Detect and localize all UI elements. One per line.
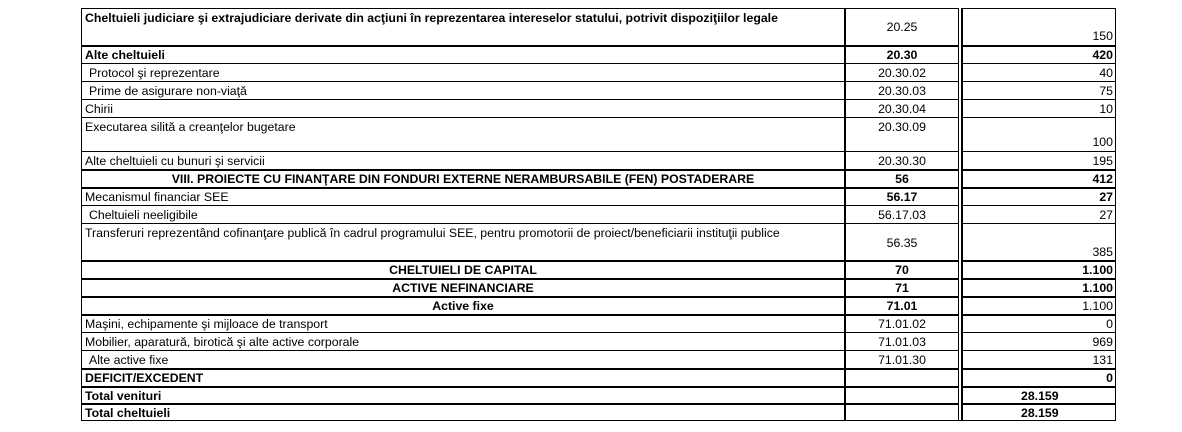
row-value: 131 <box>1092 353 1113 367</box>
row-label: Executarea silită a creanţelor bugetare <box>81 117 845 151</box>
table-row <box>81 63 1116 81</box>
table-row <box>81 169 1116 187</box>
row-value: 100 <box>1092 135 1113 149</box>
table-row <box>81 99 1116 117</box>
row-value: 420 <box>1092 48 1113 62</box>
table-row <box>81 151 1116 169</box>
row-value: 0 <box>1106 317 1113 331</box>
table-row <box>81 403 1116 421</box>
table-row <box>81 81 1116 99</box>
row-label: Maşini, echipamente şi mijloace de transport <box>81 314 845 332</box>
row-value: 0 <box>1106 371 1113 385</box>
row-code: 56 <box>895 172 909 186</box>
row-label: Cheltuieli neeligibile <box>81 205 845 223</box>
row-label: Mobilier, aparatură, birotică şi alte active corporale <box>81 332 845 350</box>
row-label: Total venituri <box>81 386 845 403</box>
table-row <box>81 278 1116 296</box>
row-label: Chirii <box>81 99 845 117</box>
table-row <box>81 117 1116 151</box>
table-row <box>81 332 1116 350</box>
row-label: Alte active fixe <box>81 350 845 368</box>
row-code: 56.17 <box>886 190 918 204</box>
row-value: 40 <box>1099 66 1113 80</box>
budget-table <box>81 8 1116 419</box>
row-code: 20.25 <box>886 20 918 34</box>
row-label: Transferuri reprezentând cofinanţare publică în cadrul programului SEE, pentru promotorii de proiect/beneficiarii instituţii publice <box>85 226 780 240</box>
row-label: Active fixe <box>81 296 845 314</box>
table-row <box>81 260 1116 278</box>
row-value: 27 <box>1099 208 1113 222</box>
row-value: 75 <box>1099 84 1113 98</box>
row-label: ACTIVE NEFINANCIARE <box>81 278 845 296</box>
row-code: 56.35 <box>886 236 918 250</box>
row-label: DEFICIT/EXCEDENT <box>81 368 845 386</box>
table-row <box>81 368 1116 386</box>
table-row <box>81 45 1116 63</box>
row-value: 28.159 <box>1021 406 1059 420</box>
table-row <box>81 386 1116 403</box>
row-code: 71 <box>895 281 909 295</box>
row-value: 969 <box>1092 335 1113 349</box>
table-row <box>81 296 1116 314</box>
table-row <box>81 187 1116 205</box>
row-code: 20.30.09 <box>878 120 926 134</box>
row-label: Cheltuieli judiciare şi extrajudiciare derivate din acţiuni în reprezentarea intereselor statului, potrivit dispoziţiilor legale <box>81 8 845 45</box>
row-code: 56.17.03 <box>878 208 926 222</box>
row-value: 150 <box>1092 29 1113 43</box>
row-code: 20.30 <box>886 48 918 62</box>
row-code: 20.30.30 <box>878 154 926 168</box>
row-label: CHELTUIELI DE CAPITAL <box>81 260 845 278</box>
row-value: 1.100 <box>1082 263 1113 277</box>
row-code: 20.30.03 <box>878 84 926 98</box>
row-label: Alte cheltuieli <box>81 45 845 63</box>
row-label: Protocol şi reprezentare <box>81 63 845 81</box>
row-value: 412 <box>1092 172 1113 186</box>
row-label: Prime de asigurare non-viaţă <box>81 81 845 99</box>
row-value: 1.100 <box>1082 281 1113 295</box>
table-row <box>81 205 1116 223</box>
row-value: 10 <box>1099 102 1113 116</box>
row-code: 70 <box>895 263 909 277</box>
table-row <box>81 223 1116 260</box>
row-value: 28.159 <box>1021 389 1059 403</box>
row-code: 71.01.02 <box>878 317 926 331</box>
table-row <box>81 8 1116 45</box>
row-code: 20.30.04 <box>878 102 926 116</box>
row-code: 20.30.02 <box>878 66 926 80</box>
row-label: Alte cheltuieli cu bunuri şi servicii <box>81 151 845 169</box>
table-row <box>81 350 1116 368</box>
row-value: 385 <box>1092 245 1113 259</box>
row-code: 71.01 <box>886 299 918 313</box>
row-label: Total cheltuieli <box>81 403 845 420</box>
row-code: 71.01.30 <box>878 353 926 367</box>
row-value: 27 <box>1099 190 1113 204</box>
row-value: 1.100 <box>1082 299 1113 313</box>
row-code: 71.01.03 <box>878 335 926 349</box>
row-value: 195 <box>1092 154 1113 168</box>
row-label: VIII. PROIECTE CU FINANŢARE DIN FONDURI EXTERNE NERAMBURSABILE (FEN) POSTADERARE <box>81 169 845 187</box>
table-row <box>81 314 1116 332</box>
row-label: Mecanismul financiar SEE <box>81 187 845 205</box>
